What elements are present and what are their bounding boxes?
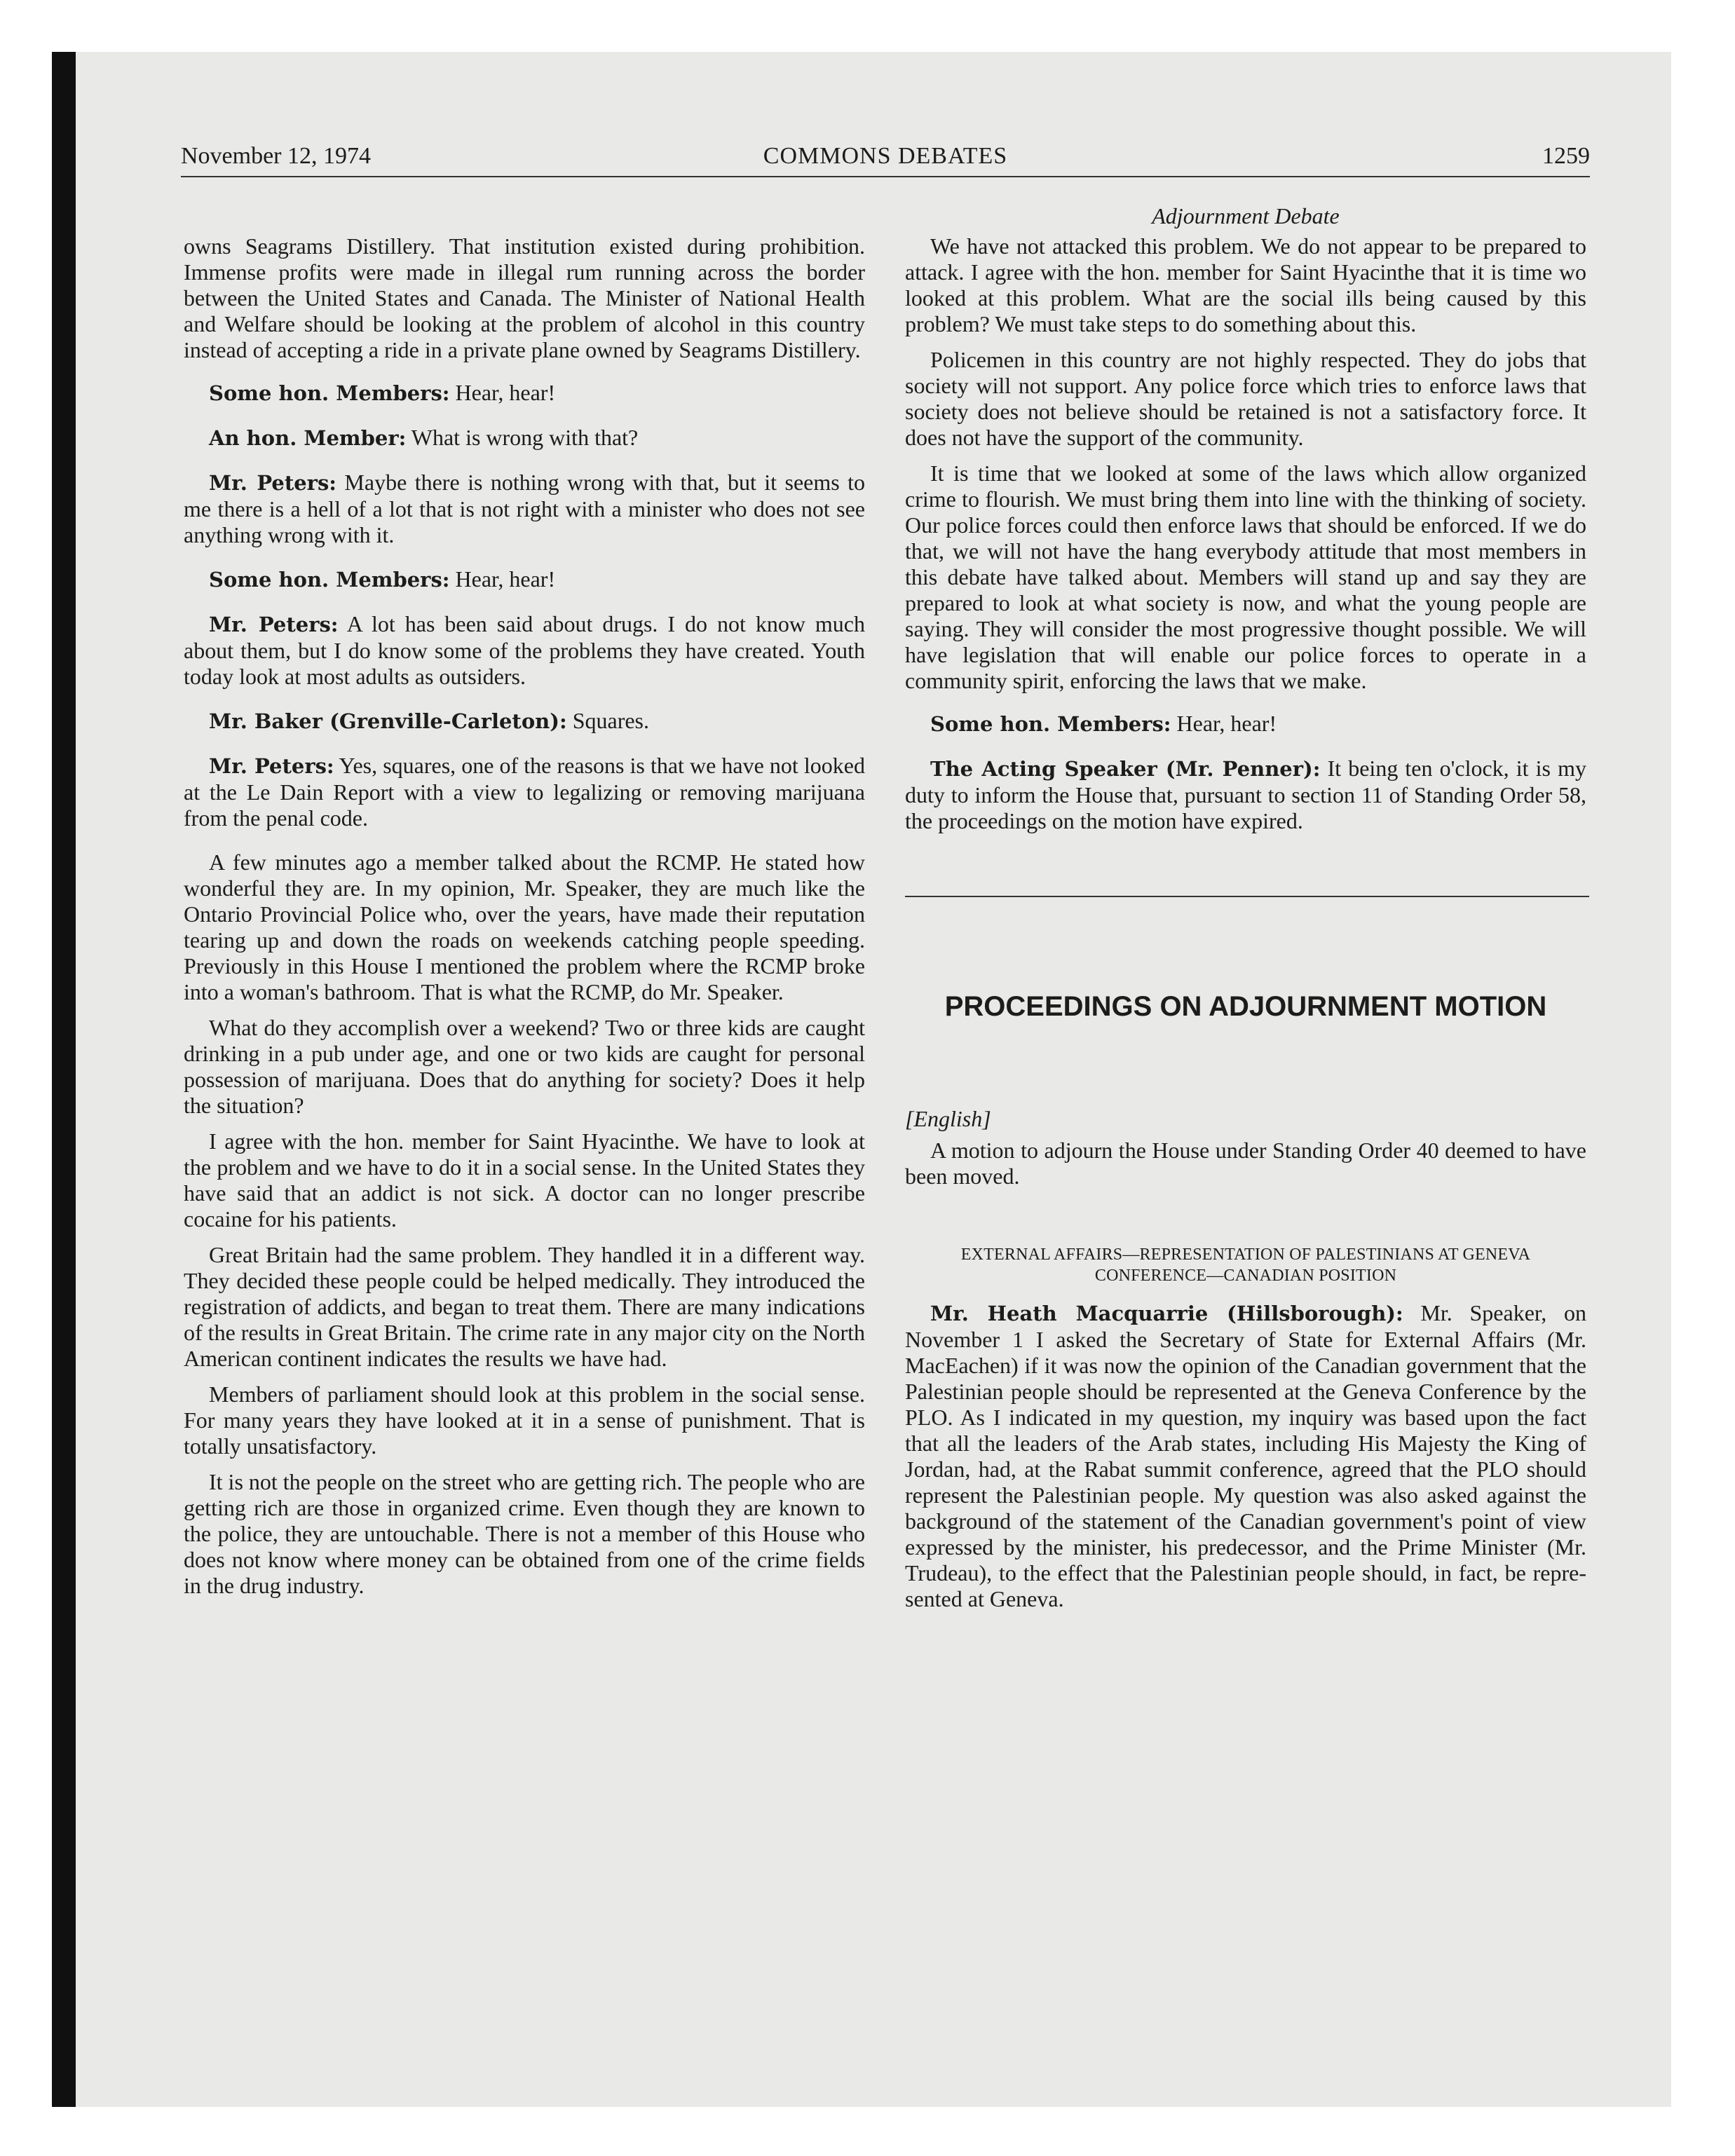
motion-paragraph: A motion to adjourn the House under Standing Order 40 deemed to have been moved.	[905, 1138, 1586, 1189]
section-divider	[905, 896, 1589, 897]
header-page-number: 1259	[1542, 143, 1590, 169]
speech-text: Maybe there is nothing wrong with that, but it seems to me there is a hell of a lot that is not right with a minister who does not see anything wrong with it.	[184, 470, 866, 547]
body-paragraph: Members of parliament should look at this problem in the social sense. For many years they have looked at it in a sense of punishment. That is totally unsatisfactory.	[184, 1381, 865, 1459]
scan-border	[52, 52, 76, 2107]
speech-text: A lot has been said about drugs. I do not know much about them, but I do know some of the problems they have created. Youth today look at most adults as outsiders.	[184, 611, 866, 689]
header-title: COMMONS DEBATES	[763, 143, 1008, 169]
page-header	[181, 143, 1590, 177]
speech-text: It being ten o'clock, it is my duty to inform the House that, pursuant to section 11 of Standing Order 58, the proceedings on the motion have expired.	[905, 756, 1586, 833]
left-column	[184, 233, 865, 1609]
body-paragraph: We have not attacked this problem. We do not appear to be prepared to attack. I agree with the hon. member for Saint Hyacinthe that it is time wo looked at this problem. What are the social ills being caused by this problem? We must take steps to do something about this.	[905, 233, 1586, 336]
speaker-name: Mr. Peters:	[209, 613, 339, 636]
speech-paragraph	[184, 380, 865, 407]
speaker-name: Mr. Peters:	[209, 471, 336, 495]
speech-text: What is wrong with that?	[406, 425, 639, 450]
body-paragraph: owns Seagrams Distillery. That institution existed during prohibition. Immense profits were made in illegal rum running across the border between the United States and Canada. The Minister of National Health and Welfare should be looking at the problem of alcohol in this country instead of accepting a ride in a private plane owned by Seagrams Distillery.	[184, 233, 865, 362]
speaker-name: Some hon. Members:	[209, 381, 450, 405]
speech-paragraph	[184, 611, 865, 690]
body-paragraph: What do they accomplish over a weekend? Two or three kids are caught drinking in a pub under age, and one or two kids are caught for personal possession of marijuana. Does that do anything for society? Does it help the situation?	[184, 1015, 865, 1118]
speech-text: Yes, squares, one of the reasons is that we have not looked at the Le Dain Report with a view to legalizing or removing marijuana from the penal code.	[184, 753, 866, 831]
language-marker: [English]	[905, 1106, 991, 1131]
speech-text: Squares.	[566, 708, 649, 733]
debate-subheading: EXTERNAL AFFAIRS—REPRESENTATION OF PALESTINIANS AT GENEVA CONFERENCE—CANADIAN POSITION	[960, 1246, 1531, 1285]
section-title: PROCEEDINGS ON ADJOURNMENT MOTION	[944, 991, 1547, 1022]
speaker-name: Mr. Heath Macquarrie (Hillsborough):	[930, 1302, 1403, 1325]
body-paragraph: Policemen in this country are not highly respected. They do jobs that society will not support. Any police force which tries to enforce laws that society does not believe should be retained is not a satisfactory force. It does not have the support of the community.	[905, 347, 1586, 450]
body-paragraph: A few minutes ago a member talked about the RCMP. He stated how wonderful they are. In my opinion, Mr. Speaker, they are much like the Ontario Provincial Police who, over the years, have made their reputation tearing up and down the roads on weekends catching people speeding. Previously in this House I mentioned the problem where the RCMP broke into a woman's bathroom. That is what the RCMP, do Mr. Speaker.	[184, 850, 865, 1004]
header-rule	[181, 176, 1590, 177]
speech-paragraph	[905, 756, 1586, 834]
body-paragraph: It is not the people on the street who are getting rich. The people who are getting rich are those in organized crime. Even though they are known to the police, they are untouchable. There is not a member of this House who does not know where money can be obtained from one of the crime fields in the drug industry.	[184, 1469, 865, 1598]
speaker-name: Some hon. Members:	[930, 712, 1171, 736]
header-date: November 12, 1974	[181, 143, 372, 169]
speaker-name: Mr. Baker (Grenville-Carleton):	[209, 709, 567, 733]
body-paragraph: It is time that we looked at some of the laws which allow organized crime to flourish. We must bring them into line with the thinking of society. Our police forces could then enforce laws that should be enforced. If we do that, we will not have the hang everybody attitude that most members in this debate have talked about. Members will stand up and say they are prepared to look at what society is now, and what the young people are saying. They will consider the most progressive thought possible. We will have legislation that will enable our police forces to operate in a community spirit, enforcing the laws that we make.	[905, 460, 1586, 693]
speaker-name: An hon. Member:	[209, 426, 407, 450]
final-speech	[905, 1300, 1586, 1612]
right-column-debate	[905, 233, 1586, 834]
speech-paragraph	[905, 711, 1586, 737]
running-head: Adjournment Debate	[1152, 203, 1340, 228]
speech-paragraph	[184, 753, 865, 831]
speech-text: Hear, hear!	[449, 566, 556, 592]
speech-text: Mr. Speaker, on November 1 I asked the Secretary of State for External Affairs (Mr. MacEachen) if it was now the opinion of the Canadian government that the Palestinian people should be represented at the Geneva Conference by the PLO. As I indicated in my question, my inquiry was based upon the fact that all the leaders of the Arab states, including His Majesty the King of Jordan, had, at the Rabat summit conference, agreed that the PLO should represent the Palestinian people. My question was also asked against the background of the statement of the Canadian government's point of view expressed by the minister, his predecessor, and the Prime Minister (Mr. Trudeau), to the effect that the Palestinian people should, in fact, be represented at Geneva.	[905, 1300, 1586, 1611]
speech-paragraph	[184, 566, 865, 593]
speaker-name: The Acting Speaker (Mr. Penner):	[930, 757, 1321, 781]
speech-text: Hear, hear!	[449, 380, 556, 405]
speaker-name: Some hon. Members:	[209, 568, 450, 592]
speech-paragraph	[184, 425, 865, 451]
body-paragraph: I agree with the hon. member for Saint Hyacinthe. We have to look at the problem and we have to do it in a social sense. In the United States they have said that an addict is not sick. A doctor can no longer prescribe cocaine for his patients.	[184, 1128, 865, 1231]
speaker-name: Mr. Peters:	[209, 754, 334, 778]
speech-text: Hear, hear!	[1171, 711, 1277, 736]
speech-paragraph	[184, 708, 865, 735]
speech-paragraph	[184, 470, 865, 548]
right-column	[905, 203, 1586, 1622]
body-paragraph: Great Britain had the same problem. They handled it in a different way. They decided these people could be helped medically. They introduced the registration of addicts, and began to treat them. There are many indications of the results in Great Britain. The crime rate in any major city on the North American continent indicates the results we have had.	[184, 1242, 865, 1371]
